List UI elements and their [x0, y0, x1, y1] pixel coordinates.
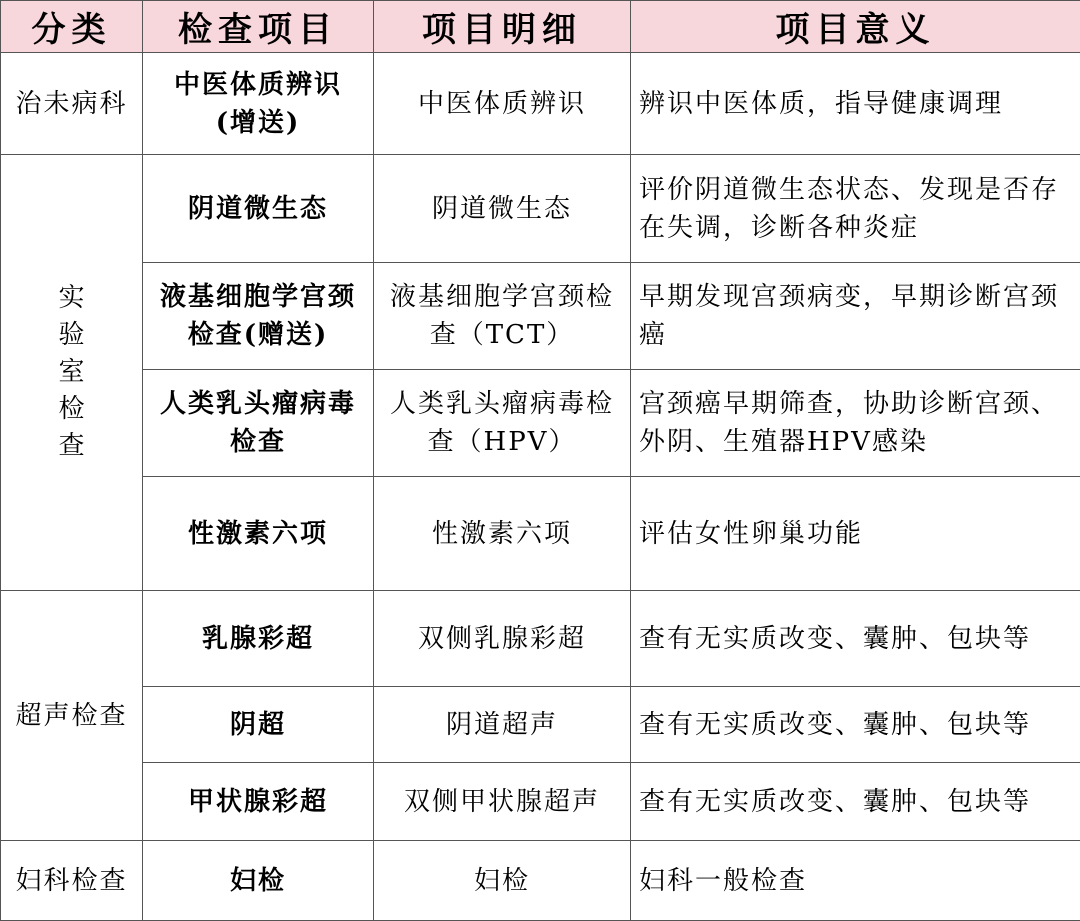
meaning-cell: 宫颈癌早期筛查，协助诊断宫颈、外阴、生殖器HPV感染 [631, 370, 1080, 477]
meaning-cell: 评估女性卵巢功能 [631, 477, 1080, 591]
table-row [1, 591, 1080, 687]
item-cell: 阴道微生态 [143, 155, 374, 263]
detail-cell: 中医体质辨识 [374, 53, 631, 155]
detail-cell: 阴道超声 [374, 687, 631, 763]
item-cell: 人类乳头瘤病毒检查 [143, 370, 374, 477]
header-row [1, 1, 1080, 53]
item-cell: 液基细胞学宫颈检查(赠送) [143, 263, 374, 370]
item-cell: 阴超 [143, 687, 374, 763]
meaning-cell: 辨识中医体质，指导健康调理 [631, 53, 1080, 155]
category-cell: 妇科检查 [1, 841, 143, 921]
meaning-cell: 查有无实质改变、囊肿、包块等 [631, 687, 1080, 763]
item-cell: 甲状腺彩超 [143, 763, 374, 841]
table-row [1, 687, 1080, 763]
header-meaning: 项目意义 [631, 1, 1080, 53]
category-label: 实验室检查 [59, 280, 85, 465]
detail-cell: 人类乳头瘤病毒检查（HPV） [374, 370, 631, 477]
category-cell: 超声检查 [1, 591, 143, 841]
table-row [1, 263, 1080, 370]
meaning-cell: 妇科一般检查 [631, 841, 1080, 921]
detail-cell: 双侧乳腺彩超 [374, 591, 631, 687]
table-row [1, 763, 1080, 841]
detail-cell: 妇检 [374, 841, 631, 921]
header-item: 检查项目 [143, 1, 374, 53]
table-row [1, 841, 1080, 921]
item-cell: 乳腺彩超 [143, 591, 374, 687]
meaning-cell: 查有无实质改变、囊肿、包块等 [631, 591, 1080, 687]
table-row [1, 370, 1080, 477]
detail-cell: 阴道微生态 [374, 155, 631, 263]
detail-cell: 双侧甲状腺超声 [374, 763, 631, 841]
header-detail: 项目明细 [374, 1, 631, 53]
meaning-cell: 评价阴道微生态状态、发现是否存在失调，诊断各种炎症 [631, 155, 1080, 263]
detail-cell: 液基细胞学宫颈检查（TCT） [374, 263, 631, 370]
meaning-cell: 早期发现宫颈病变，早期诊断宫颈癌 [631, 263, 1080, 370]
category-cell [1, 155, 143, 591]
header-category: 分类 [1, 1, 143, 53]
item-cell: 性激素六项 [143, 477, 374, 591]
table-row [1, 477, 1080, 591]
category-cell: 治未病科 [1, 53, 143, 155]
meaning-cell: 查有无实质改变、囊肿、包块等 [631, 763, 1080, 841]
item-cell: 中医体质辨识 (增送) [143, 53, 374, 155]
table-row [1, 53, 1080, 155]
item-cell: 妇检 [143, 841, 374, 921]
table-row [1, 155, 1080, 263]
detail-cell: 性激素六项 [374, 477, 631, 591]
